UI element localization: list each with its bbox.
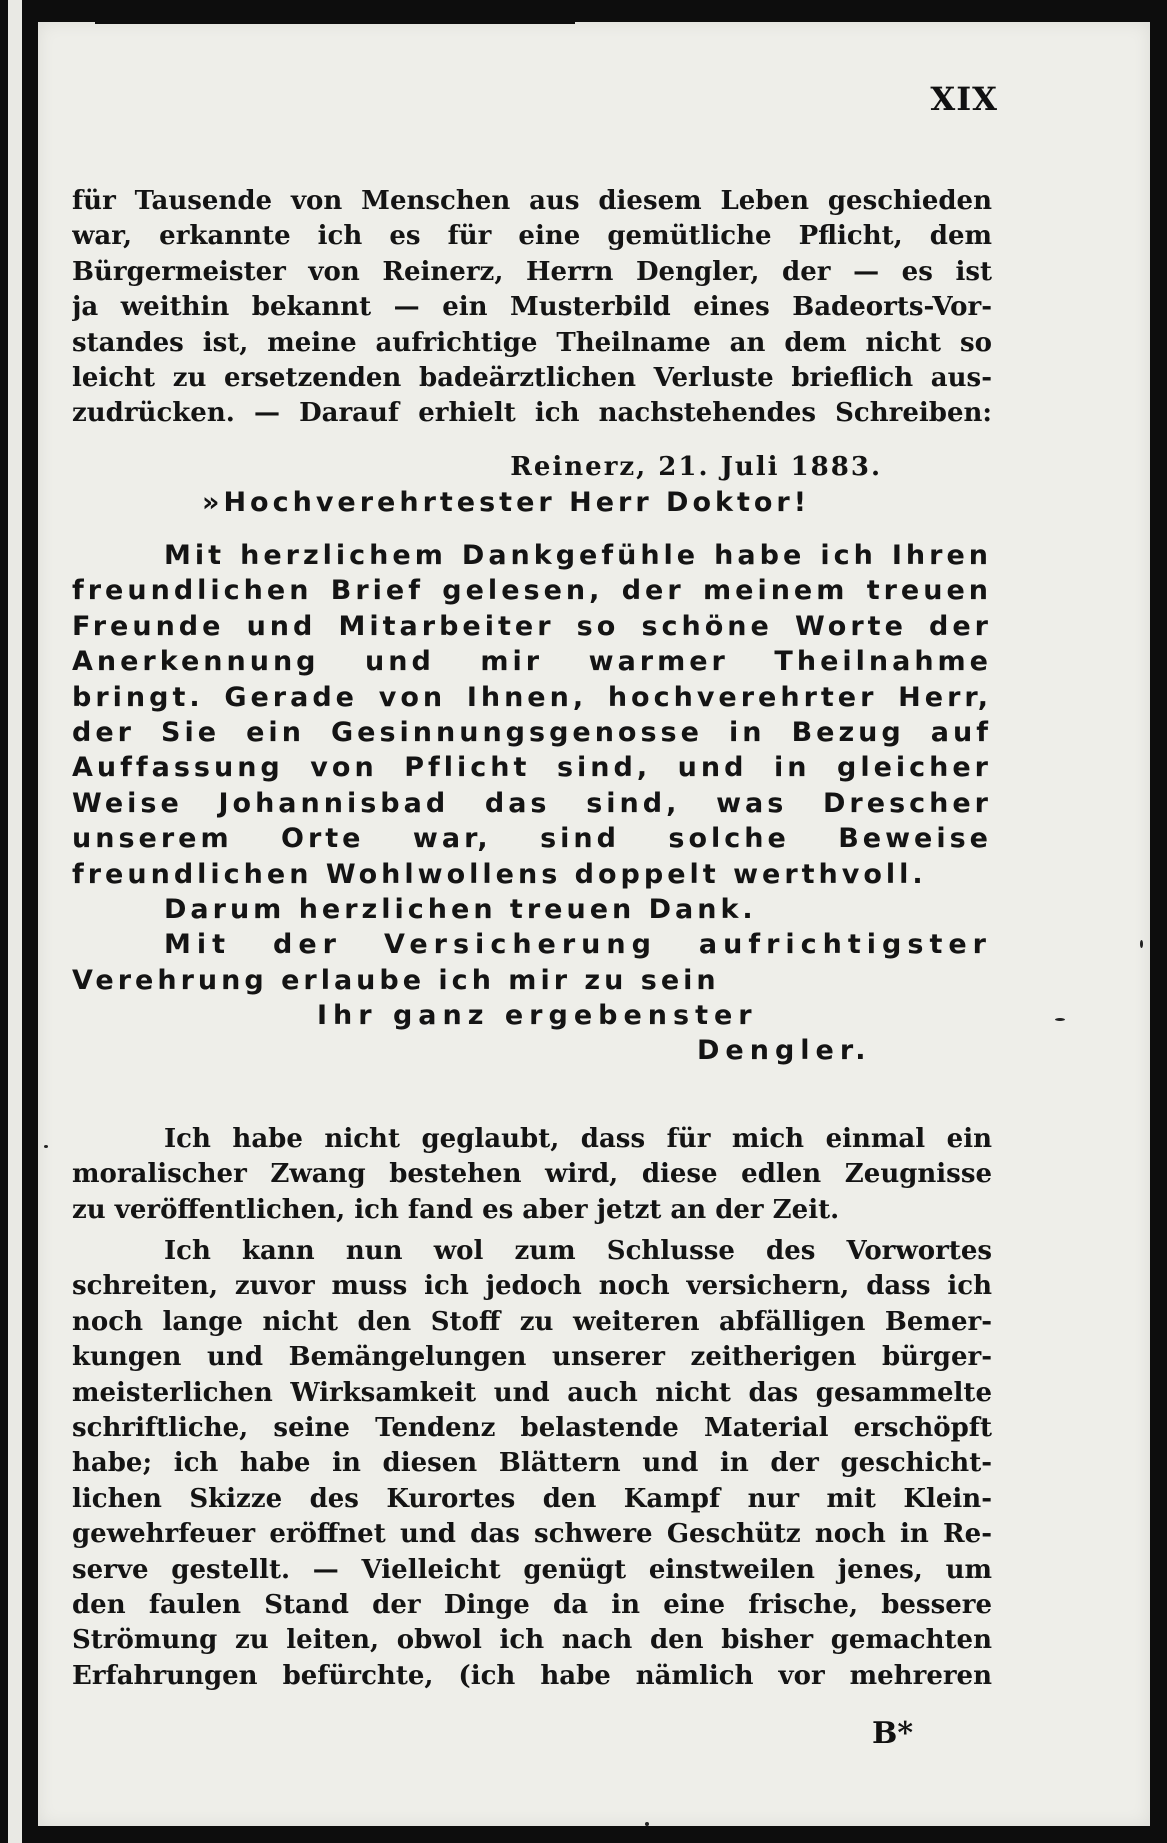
ink-speck [1140,940,1143,948]
text-line: Ich kann nun wol zum Schlusse des Vorwortes [164,1236,992,1266]
text-line: Erfahrungen befürchte, (ich habe nämlich vor mehreren [72,1660,992,1691]
letter-line: Mit herzlichem Dankgefühle habe ich Ihren [164,540,992,571]
letter-line: der Sie ein Gesinnungsgenosse in Bezug auf [72,716,992,748]
text-line: habe; ich habe in diesen Blättern und in der geschicht- [72,1448,992,1479]
letter-header [72,450,992,521]
ink-speck [1055,1018,1065,1021]
letter-line: unserem Orte war, sind solche Beweise [72,823,992,855]
text-line: Strömung zu leiten, obwol ich nach den bisher gemachten [72,1625,992,1656]
adjacent-page-edge [8,0,22,1843]
letter-line: Freunde und Mitarbeiter so schöne Worte der [72,610,992,642]
letter-line: freundlichen Brief gelesen, der meinem treuen [72,575,992,607]
letter-closing: Verehrung erlaube ich mir zu sein [72,964,720,996]
text-line: kungen und Bemängelungen unserer zeitherigen bürger- [72,1342,992,1373]
page-number: XIX [930,80,998,118]
signature-mark: B* [872,1716,914,1751]
letter-line: Anerkennung und mir warmer Theilnahme [72,646,992,678]
letter-body [72,538,992,1069]
text-line: standes ist, meine aufrichtige Theilname an dem nicht so [72,327,992,358]
text-line: schriftliche, seine Tendenz belastende Material erschöpft [72,1412,992,1443]
letter-signature: Dengler. [697,1035,872,1067]
text-line: Ich habe nicht geglaubt, dass für mich einmal ein [164,1124,992,1154]
text-line: gewehrfeuer eröffnet und das schwere Geschütz noch in Re- [72,1519,992,1550]
text-line: moralischer Zwang bestehen wird, diese edlen Zeugnisse [72,1159,992,1190]
letter-line: Auffassung von Pflicht sind, und in gleicher [72,752,992,784]
letter-thanks: Darum herzlichen treuen Dank. [164,893,757,925]
text-line: ja weithin bekannt — ein Musterbild eines Badeorts-Vor- [72,292,992,323]
ink-speck [44,1145,48,1148]
top-page-edge [95,18,575,24]
text-line: war, erkannte ich es für eine gemütliche Pflicht, dem [72,221,992,252]
paragraph-conclusion [72,1234,992,1694]
letter-line: Weise Johannisbad das sind, was Drescher [72,787,992,819]
text-line: schreiten, zuvor muss ich jedoch noch versichern, dass ich [72,1271,992,1302]
text-line: zu veröffentlichen, ich fand es aber jetzt an der Zeit. [72,1194,840,1225]
letter-closing: Mit der Versicherung aufrichtigster [164,929,992,961]
ink-speck [645,1822,649,1826]
letter-line: bringt. Gerade von Ihnen, hochverehrter Herr, [72,681,992,713]
text-line: zudrücken. — Darauf erhielt ich nachstehendes Schreiben: [72,398,992,429]
letter-date: Reinerz, 21. Juli 1883. [510,452,882,482]
text-line: für Tausende von Menschen aus diesem Leben geschieden [72,186,992,216]
text-line: meisterlichen Wirksamkeit und auch nicht das gesammelte [72,1377,992,1408]
letter-salutation: »Hochverehrtester Herr Doktor! [202,487,811,519]
letter-line: freundlichen Wohlwollens doppelt werthvoll. [72,858,927,890]
text-line: leicht zu ersetzenden badeärztlichen Verluste brieflich aus- [72,362,992,393]
paragraph-publish [72,1122,992,1228]
letter-regards: Ihr ganz ergebenster [317,1000,758,1032]
text-line: den faulen Stand der Dinge da in eine frische, bessere [72,1589,992,1620]
text-line: Bürgermeister von Reinerz, Herrn Dengler, der — es ist [72,256,992,287]
text-line: lichen Skizze des Kurortes den Kampf nur mit Klein- [72,1483,992,1514]
text-line: noch lange nicht den Stoff zu weiteren abfälligen Bemer- [72,1306,992,1337]
text-line: serve gestellt. — Vielleicht genügt einstweilen jenes, um [72,1554,992,1585]
paragraph-intro [72,184,992,432]
